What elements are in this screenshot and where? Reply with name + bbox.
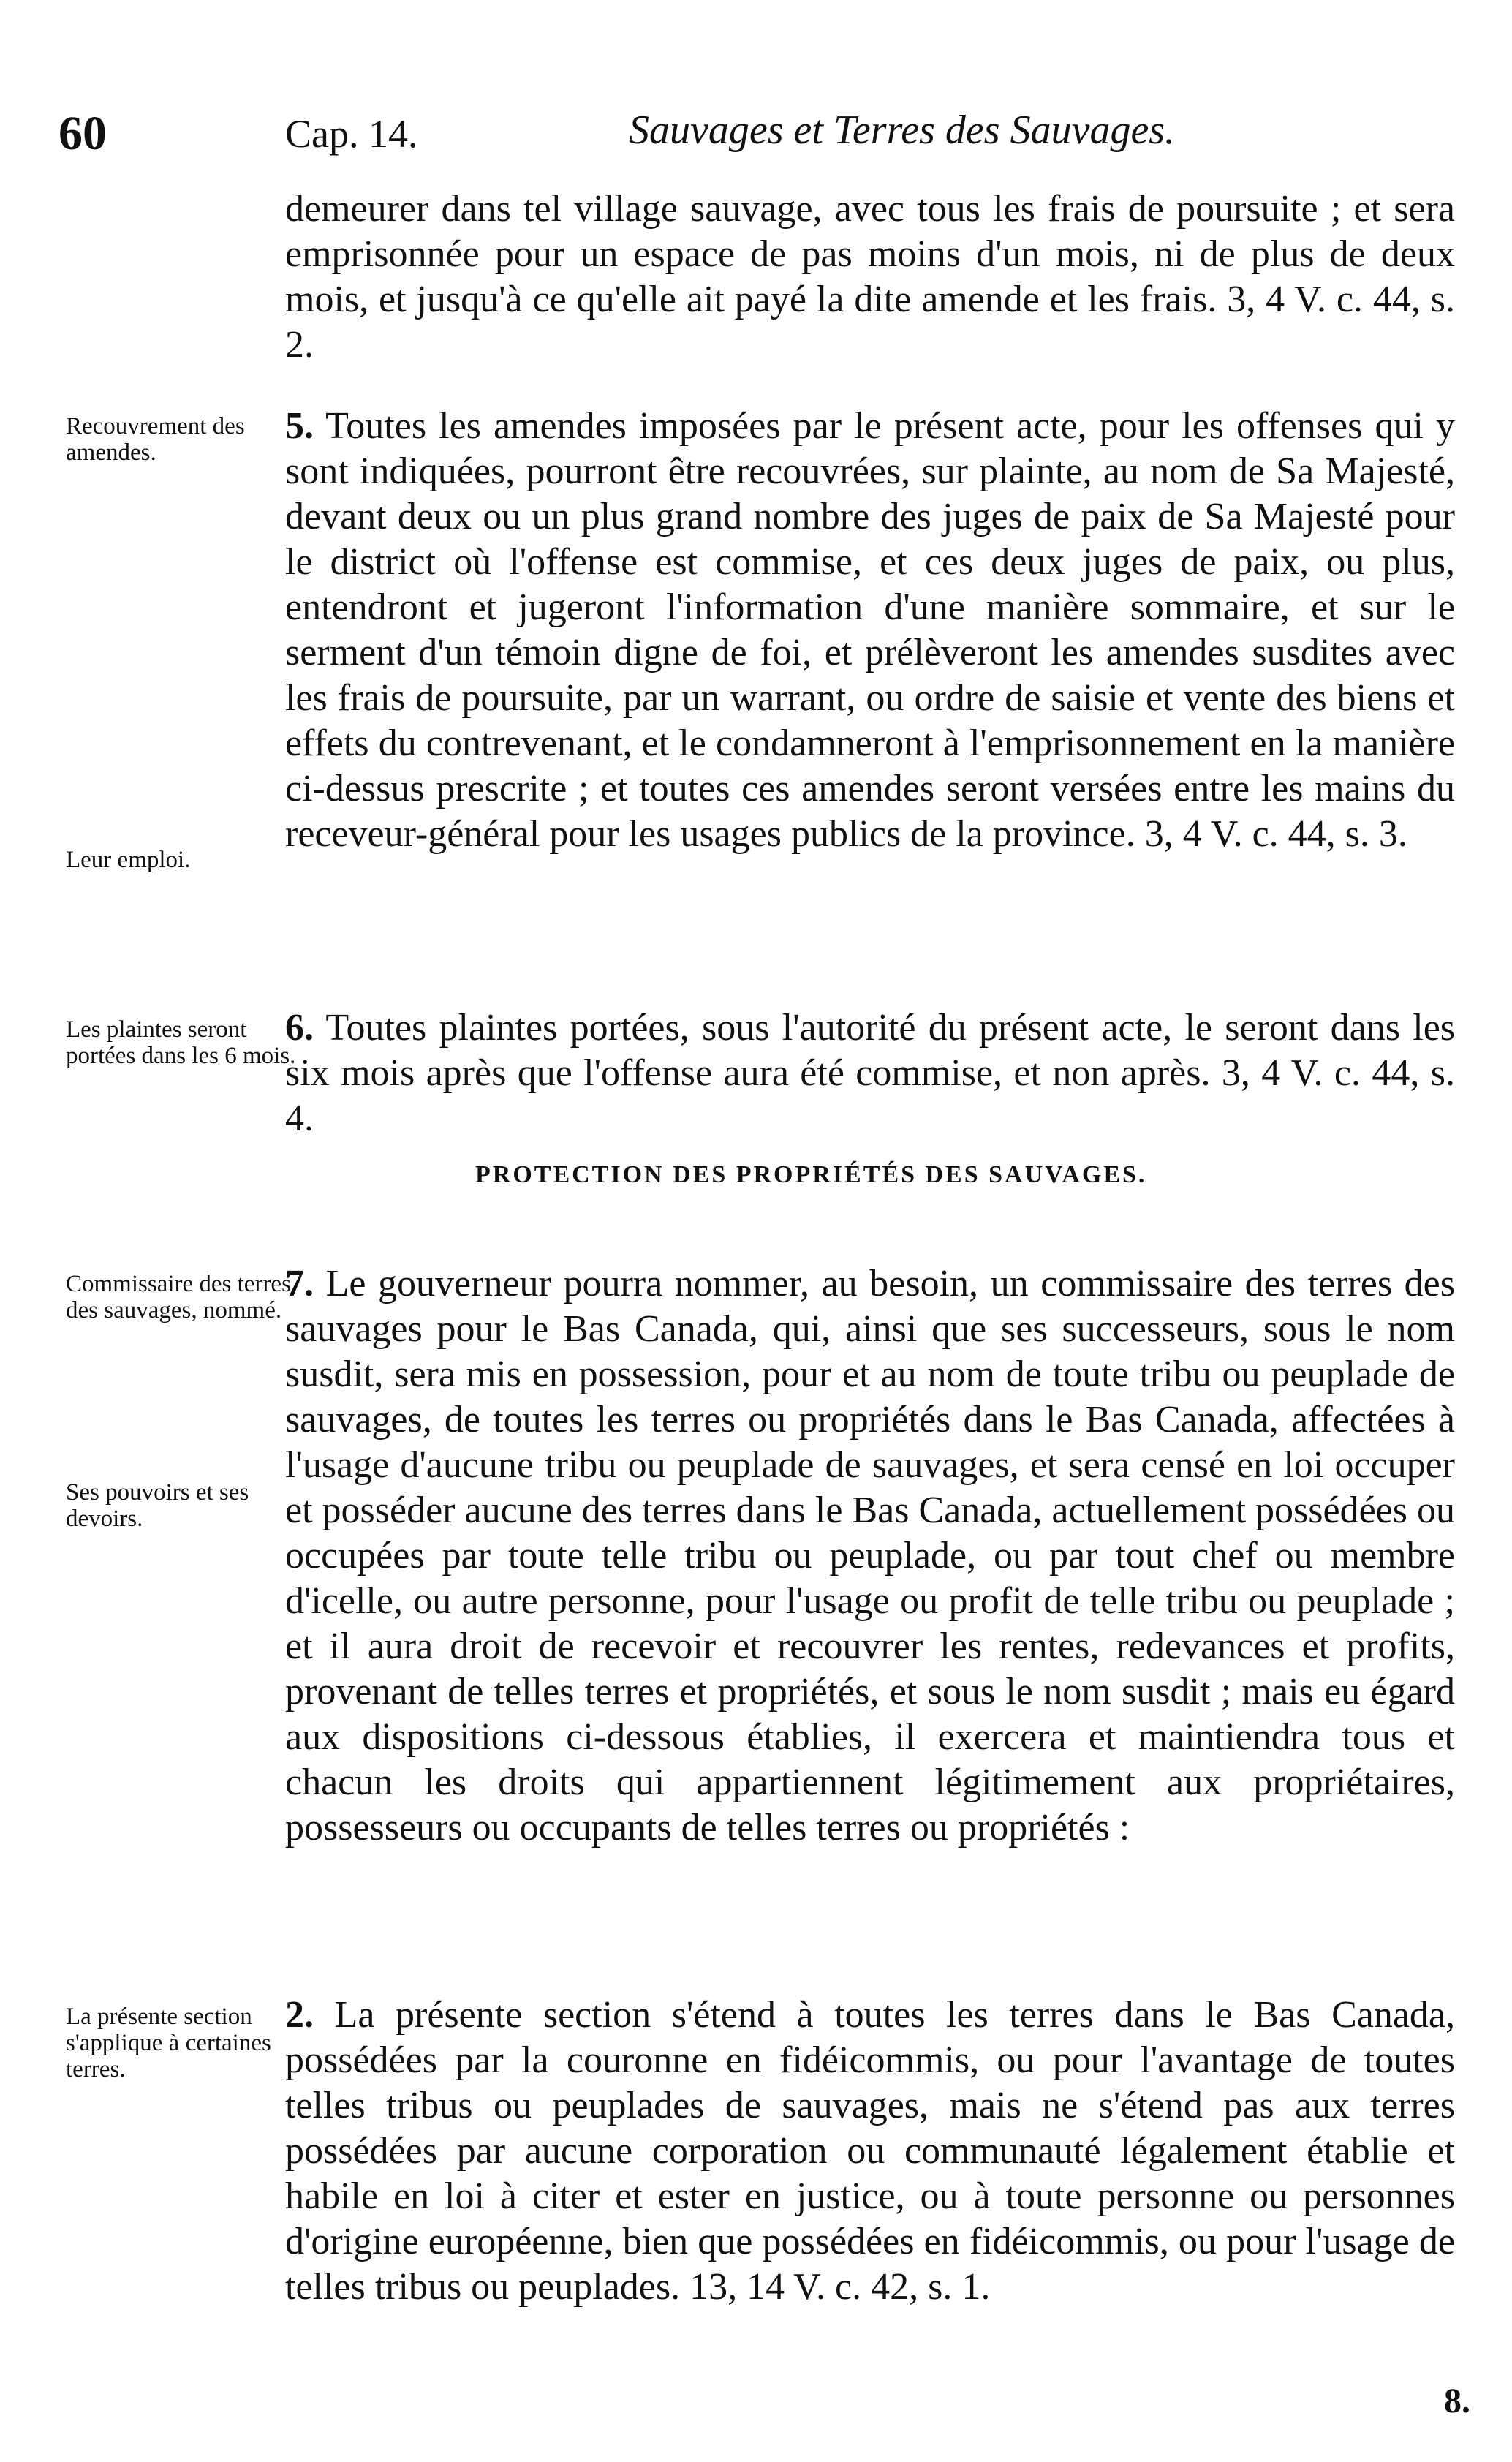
page-number: 60 xyxy=(58,107,107,160)
paragraph-text: Toutes les amendes imposées par le présent acte, pour les offenses qui y sont indiquées, pourront être recouvrées, sur plainte, au nom de Sa Majesté, devant deux ou un plus grand nombre des juges de paix de Sa Majesté pour le district où l'offense est commise, et ces deux juges de paix, ou plus, entendront et jugeront l'information d'une manière sommaire, et sur le serment d'un témoin digne de foi, et prélèveront les amendes susdites avec les frais de poursuite, par un warrant, ou ordre de saisie et vente des biens et effets du contrevenant, et le condamneront à l'emprisonnement en la manière ci-dessus prescrite ; et toutes ces amendes seront versées entre les mains du receveur-général pour les usages publics de la province. 3, 4 V. c. 44, s. 3. xyxy=(285,405,1455,855)
margin-note-plaintes: Les plaintes seront portées dans les 6 mois. xyxy=(66,1016,296,1069)
paragraph-number: 5. xyxy=(285,405,314,447)
margin-note-recouvrement: Recouvrement des amendes. xyxy=(66,413,245,466)
running-title: Sauvages et Terres des Sauvages. xyxy=(629,107,1176,153)
paragraph-text: Toutes plaintes portées, sous l'autorité du présent acte, le seront dans les six mois après que l'offense aura été commise, et non après. 3, 4 V. c. 44, s. 4. xyxy=(285,1007,1456,1139)
page-header xyxy=(51,107,1455,183)
margin-note-commissaire: Commissaire des terres des sauvages, nommé. xyxy=(66,1271,291,1323)
margin-note-leur-emploi: Leur emploi. xyxy=(66,847,191,873)
paragraph-7-2 xyxy=(285,1993,1455,2310)
paragraph-number: 7. xyxy=(285,1263,314,1304)
paragraph-number: 6. xyxy=(285,1007,314,1049)
paragraph-text: La présente section s'étend à toutes les terres dans le Bas Canada, possédées par la couronne en fidéicommis, ou pour l'avantage de toutes telles tribus ou peuplades de sauvages, mais ne s'étend pas aux terres possédées par aucune corporation ou communauté légalement établie et habile en loi à citer et ester en justice, ou à toute personne ou personnes d'origine européenne, bien que possédées en fidéicommis, ou pour l'usage de telles tribus ou peuplades. 13, 14 V. c. 42, s. 1. xyxy=(285,1994,1455,2308)
margin-note-pouvoirs: Ses pouvoirs et ses devoirs. xyxy=(66,1479,249,1532)
paragraph-number: 2. xyxy=(285,1994,314,2036)
paragraph-text: Le gouverneur pourra nommer, au besoin, un commissaire des terres des sauvages pour le Bas Canada, qui, ainsi que ses successeurs, sous le nom susdit, sera mis en possession, pour et au nom de toute tribu ou peuplade de sauvages, de toutes les terres ou propriétés dans le Bas Canada, affectées à l'usage d'aucune tribu ou peuplade de sauvages, et sera censé en loi occuper et posséder aucune des terres dans le Bas Canada, actuellement possédées ou occupées par toute telle tribu ou peuplade, ou par tout chef ou membre d'icelle, ou autre personne, pour l'usage ou profit de telle tribu ou peuplade ; et il aura droit de recevoir et recouvrer les rentes, redevances et profits, provenant de telles terres et propriétés, et sous le nom susdit ; mais eu égard aux dispositions ci-dessous établies, il exercera et maintiendra tous et chacun les droits qui appartiennent légitimement aux propriétaires, possesseurs ou occupants de telles terres ou propriétés : xyxy=(285,1263,1455,1849)
paragraph-text: demeurer dans tel village sauvage, avec tous les frais de poursuite ; et sera emprisonnée pour un espace de pas moins d'un mois, ni de plus de deux mois, et jusqu'à ce qu'elle ait payé la dite amende et les frais. 3, 4 V. c. 44, s. 2. xyxy=(285,188,1455,366)
margin-note-presente-section: La présente section s'applique à certaines terres. xyxy=(66,2004,271,2082)
signature-mark: 8. xyxy=(1444,2382,1470,2420)
paragraph-continuation xyxy=(285,186,1455,368)
paragraph-6 xyxy=(285,1005,1455,1141)
paragraph-7 xyxy=(285,1261,1455,1851)
section-heading: PROTECTION DES PROPRIÉTÉS DES SAUVAGES. xyxy=(475,1161,1147,1188)
paragraph-5 xyxy=(285,404,1455,857)
chapter-label: Cap. 14. xyxy=(285,112,418,156)
